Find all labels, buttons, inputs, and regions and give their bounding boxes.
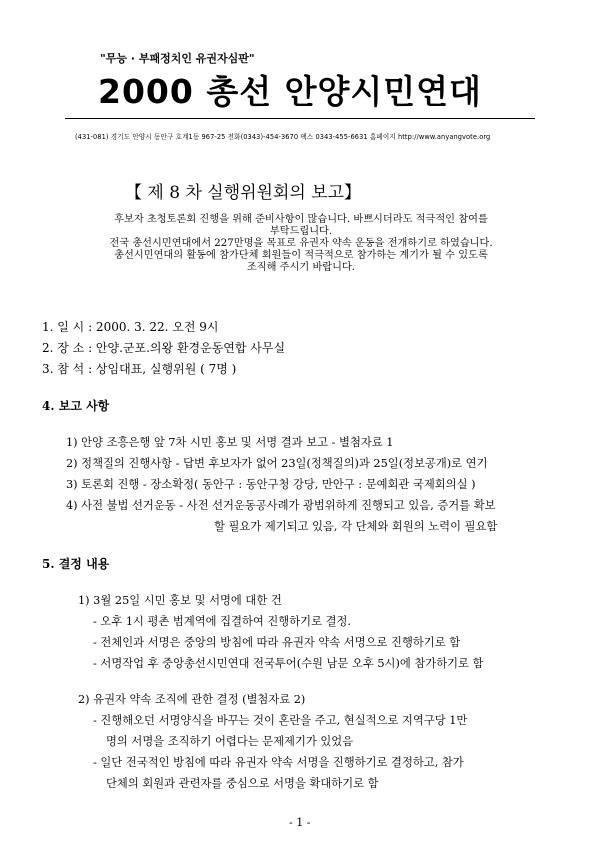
decision-section-heading: 5. 결정 내용	[42, 557, 110, 571]
tagline: "무능 · 부패정치인 유권자심판"	[100, 52, 255, 65]
decision-line: 명의 서명을 조직하기 어렵다는 문제제기가 있었음	[106, 735, 354, 748]
intro-paragraph	[60, 214, 542, 274]
organization-title: 2000 총선 안양시민연대	[98, 72, 482, 111]
intro-line: 조직해 주시기 바랍니다.	[246, 262, 356, 273]
report-item: 3) 토론회 진행 - 장소확정( 동안구 : 동안구청 강당, 만안구 : 문예회관 국제회의실 )	[66, 478, 476, 491]
report-section-heading: 4. 보고 사항	[42, 399, 110, 413]
report-item: 4) 사전 불법 선거운동 - 사전 선거운동공사례가 광범위하게 진행되고 있음, 증거를 확보	[66, 499, 496, 512]
report-item: 2) 정책질의 진행사항 - 답변 후보자가 없어 23일(정책질의)과 25일(정보공개)로 연기	[66, 457, 488, 470]
decision-group-title: 2) 유권자 약속 조직에 관한 결정 (별첨자료 2)	[78, 693, 306, 706]
report-item-continuation: 할 필요가 제기되고 있음, 각 단체와 회원의 노력이 필요함	[214, 520, 498, 533]
header-divider	[65, 118, 535, 119]
decision-line: - 오후 1시 평촌 범계역에 집결하여 진행하기로 결정.	[93, 615, 351, 628]
meeting-attendees: 3. 참 석 : 상임대표, 실행위원 ( 7명 )	[42, 362, 237, 376]
report-title: 【 제 8 차 실행위원회의 보고】	[125, 183, 362, 203]
decision-group-title: 1) 3월 25일 시민 홍보 및 서명에 대한 건	[78, 594, 282, 607]
intro-line: 총선시민연대의 활동에 참가단체 회원들이 적극적으로 참가하는 계기가 될 수 있도록	[114, 250, 488, 261]
decision-line: 단체의 회원과 관련자를 중심으로 서명을 확대하기로 함	[106, 777, 379, 790]
decision-line: - 일단 전국적인 방침에 따라 유권자 약속 서명을 진행하기로 결정하고, 참가	[93, 756, 464, 769]
meeting-place: 2. 장 소 : 안양.군포.의왕 환경운동연합 사무실	[42, 341, 286, 355]
intro-line: 후보자 초청토론회 진행을 위해 준비사항이 많습니다. 바쁘시더라도 적극적인 참여를	[114, 214, 488, 225]
meeting-date: 1. 일 시 : 2000. 3. 22. 오전 9시	[42, 320, 219, 334]
decision-line: - 진행해오던 서명양식을 바꾸는 것이 혼란을 주고, 현실적으로 지역구당 1만	[93, 714, 468, 727]
page-number: - 1 -	[289, 816, 311, 829]
report-item: 1) 안양 조흥은행 앞 7차 시민 홍보 및 서명 결과 보고 - 별첨자료 1	[66, 436, 394, 449]
contact-info: (431-081) 경기도 안양시 동안구 호계1동 967-25 전화(0343)-454-3670 팩스 0343-455-6631 홈페이지 http://www.anyangvote.org	[75, 133, 491, 141]
intro-line: 전국 총선시민연대에서 227만명을 목표로 유권자 약속 운동을 전개하기로 하였습니다.	[109, 238, 493, 249]
decision-line: - 서명작업 후 중앙총선시민연대 전국투어(수원 남문 오후 5시)에 참가하기로 함	[93, 657, 484, 670]
decision-line: - 전체인과 서명은 중앙의 방침에 따라 유권자 약속 서명으로 진행하기로 함	[93, 636, 461, 649]
intro-line: 부탁드립니다.	[269, 226, 333, 237]
